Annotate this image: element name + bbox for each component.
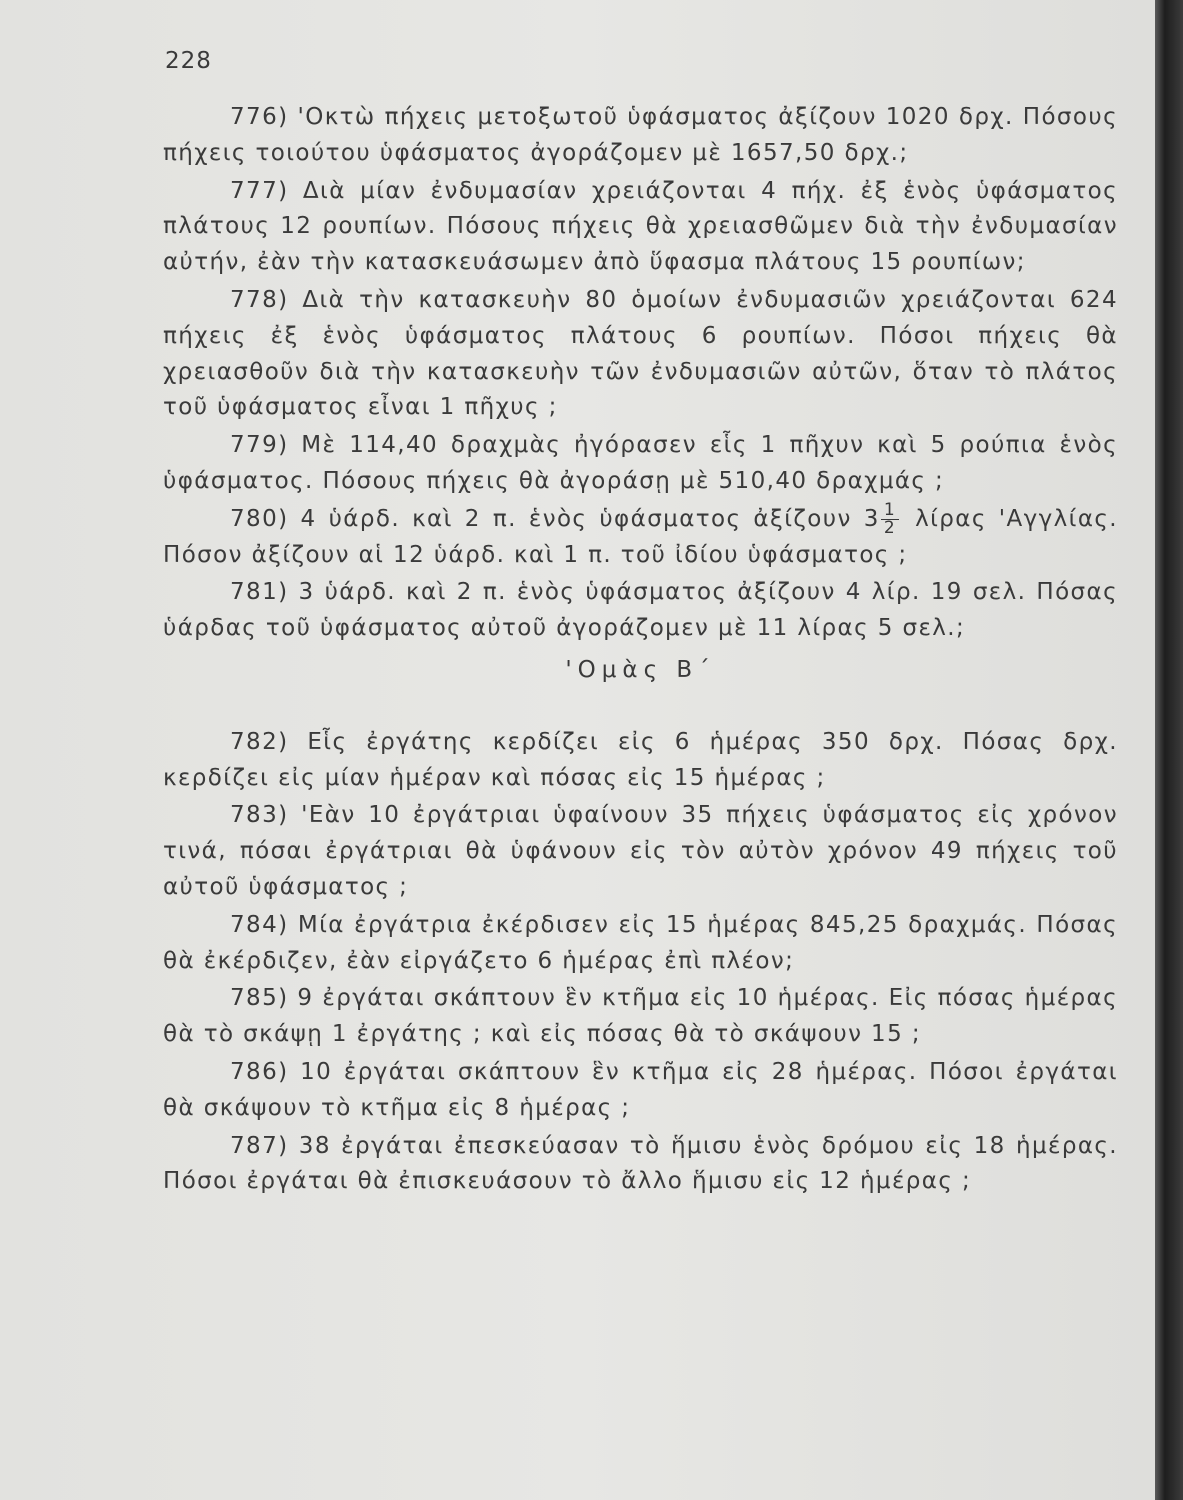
- problem-780: [163, 499, 1119, 574]
- fraction-denominator: 2: [883, 517, 897, 538]
- problem-786: 786) 10 ἐργάται σκάπτουν ἓν κτῆμα εἰς 28 ἡμέρας. Πόσοι ἐργάται θὰ σκάψουν τὸ κτῆμα εἰς 8 ἡμέρας ;: [163, 1058, 1118, 1121]
- book-edge: [1155, 0, 1183, 1500]
- problem-784: 784) Μία ἐργάτρια ἐκέρδισεν εἰς 15 ἡμέρας 845,25 δραχμάς. Πόσας θὰ ἐκέρδιζεν, ἐὰν εἰργάζετο 6 ἡμέρας ἐπὶ πλέον;: [163, 911, 1118, 974]
- problem-783: 783) 'Εὰν 10 ἐργάτριαι ὑφαίνουν 35 πήχεις ὑφάσματος εἰς χρόνον τινά, πόσαι ἐργάτριαι θὰ ὑφάνουν εἰς τὸν αὐτὸν χρόνον 49 πήχεις τοῦ αὐτοῦ ὑφάσματος ;: [163, 802, 1118, 900]
- problem-777: 777) Διὰ μίαν ἐνδυμασίαν χρειάζονται 4 πήχ. ἐξ ἑνὸς ὑφάσματος πλάτους 12 ρουπίων. Πόσους πήχεις θὰ χρειασθῶμεν διὰ τὴν ἐνδυμασίαν αὐτήν, ἐὰν τὴν κατασκευάσωμεν ἀπὸ ὕφασμα πλάτους 15 ρουπίων;: [163, 177, 1118, 276]
- page-number: 228: [165, 48, 212, 74]
- problem-780-after: λίρας 'Αγγλίας. Πόσον ἀξίζουν αἱ 12 ὑάρδ. καὶ 1 π. τοῦ ἰδίου ὑφάσματος ;: [163, 505, 1119, 568]
- page-content: [163, 100, 1118, 1202]
- problem-781: 781) 3 ὑάρδ. καὶ 2 π. ἑνὸς ὑφάσματος ἀξίζουν 4 λίρ. 19 σελ. Πόσας ὑάρδας τοῦ ὑφάσματος αὐτοῦ ἀγοράζομεν μὲ 11 λίρας 5 σελ.;: [163, 579, 1118, 642]
- problem-779: 779) Μὲ 114,40 δραχμὰς ἠγόρασεν εἷς 1 πῆχυν καὶ 5 ρούπια ἑνὸς ὑφάσματος. Πόσους πήχεις θὰ ἀγοράσῃ μὲ 510,40 δραχμάς ;: [163, 432, 1118, 494]
- problem-782: 782) Εἷς ἐργάτης κερδίζει εἰς 6 ἡμέρας 350 δρχ. Πόσας δρχ. κερδίζει εἰς μίαν ἡμέραν καὶ πόσας εἰς 15 ἡμέρας ;: [163, 728, 1118, 791]
- fraction-one-half: [881, 499, 899, 538]
- problem-785: 785) 9 ἐργάται σκάπτουν ἓν κτῆμα εἰς 10 ἡμέρας. Εἰς πόσας ἡμέρας θὰ τὸ σκάψῃ 1 ἐργάτης ; καὶ εἰς πόσας θὰ τὸ σκάψουν 15 ;: [163, 985, 1118, 1048]
- problem-787: 787) 38 ἐργάται ἐπεσκεύασαν τὸ ἥμισυ ἑνὸς δρόμου εἰς 18 ἡμέρας. Πόσοι ἐργάται θὰ ἐπισκευάσουν τὸ ἄλλο ἥμισυ εἰς 12 ἡμέρας ;: [163, 1132, 1118, 1195]
- group-heading: 'Ομὰς Β΄: [565, 656, 716, 683]
- problem-780-before: 780) 4 ὑάρδ. καὶ 2 π. ἑνὸς ὑφάσματος ἀξίζουν 3: [230, 505, 880, 532]
- problem-778: 778) Διὰ τὴν κατασκευὴν 80 ὁμοίων ἐνδυμασιῶν χρειάζονται 624 πήχεις ἐξ ἑνὸς ὑφάσματος πλάτους 6 ρουπίων. Πόσοι πήχεις θὰ χρειασθοῦν διὰ τὴν κατασκευὴν τῶν ἐνδυμασιῶν αὐτῶν, ὅταν τὸ πλάτος τοῦ ὑφάσματος εἶναι 1 πῆχυς ;: [163, 286, 1118, 421]
- problem-776: 776) 'Οκτὼ πήχεις μετοξωτοῦ ὑφάσματος ἀξίζουν 1020 δρχ. Πόσους πήχεις τοιούτου ὑφάσματος ἀγοράζομεν μὲ 1657,50 δρχ.;: [163, 104, 1118, 166]
- fraction-numerator: 1: [881, 502, 899, 520]
